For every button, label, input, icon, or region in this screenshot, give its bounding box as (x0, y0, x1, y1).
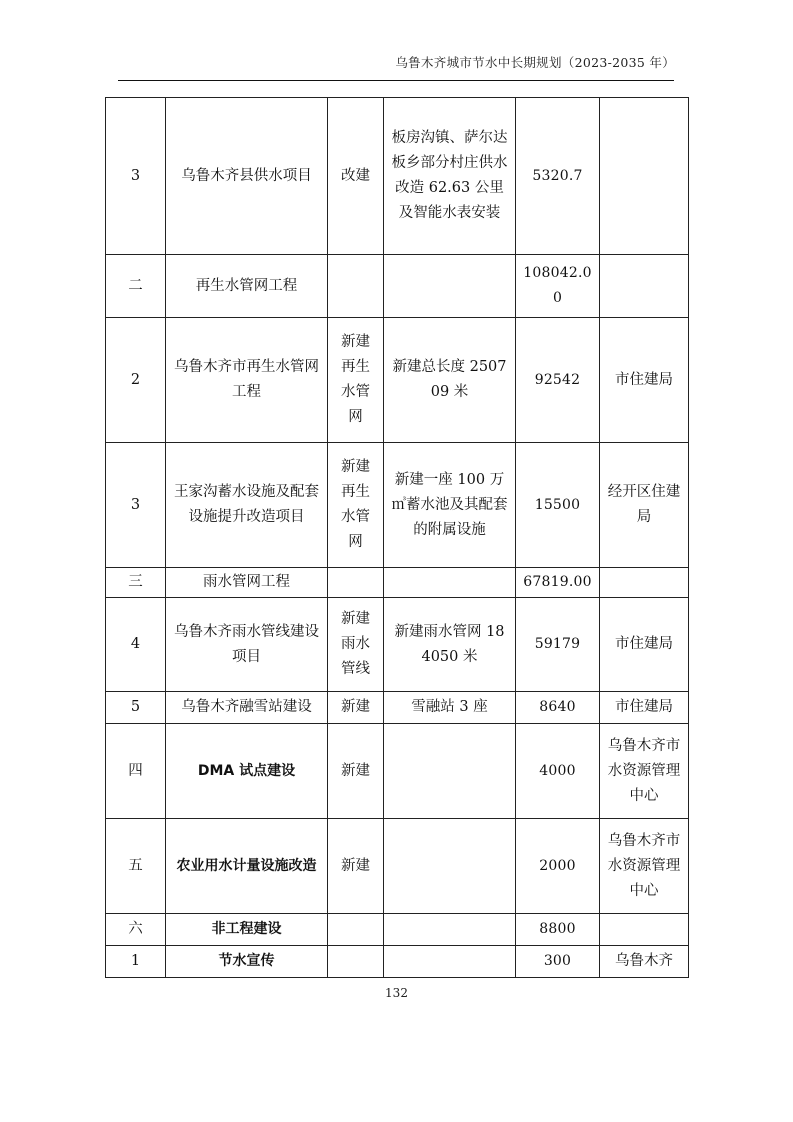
investment-amount: 2000 (516, 819, 600, 914)
construction-type: 新建 (328, 819, 384, 914)
responsible-dept (600, 255, 689, 318)
table-row (106, 318, 689, 443)
investment-amount: 67819.00 (516, 568, 600, 598)
responsible-dept (600, 914, 689, 946)
responsible-dept: 市住建局 (600, 598, 689, 692)
table-row (106, 914, 689, 946)
construction-content: 新建总长度 250709 米 (384, 318, 516, 443)
row-index: 三 (106, 568, 166, 598)
construction-type (328, 568, 384, 598)
page-header-title: 乌鲁木齐城市节水中长期规划（2023-2035 年） (395, 55, 675, 70)
construction-type: 新建 (328, 692, 384, 724)
table-row (106, 98, 689, 255)
project-name: 乌鲁木齐县供水项目 (166, 98, 328, 255)
row-index: 1 (106, 946, 166, 978)
project-name: 王家沟蓄水设施及配套设施提升改造项目 (166, 443, 328, 568)
construction-type: 新建再生水管网 (328, 318, 384, 443)
investment-amount: 4000 (516, 724, 600, 819)
project-name: 节水宣传 (166, 946, 328, 978)
responsible-dept: 乌鲁木齐 (600, 946, 689, 978)
row-index: 六 (106, 914, 166, 946)
project-name: 非工程建设 (166, 914, 328, 946)
table-row (106, 724, 689, 819)
table-row (106, 255, 689, 318)
project-name: 再生水管网工程 (166, 255, 328, 318)
project-name: 乌鲁木齐融雪站建设 (166, 692, 328, 724)
project-name: 乌鲁木齐雨水管线建设项目 (166, 598, 328, 692)
page-number: 132 (385, 986, 408, 1000)
row-index: 3 (106, 98, 166, 255)
investment-amount: 108042.00 (516, 255, 600, 318)
construction-content (384, 819, 516, 914)
row-index: 二 (106, 255, 166, 318)
responsible-dept: 乌鲁木齐市水资源管理中心 (600, 819, 689, 914)
construction-content: 板房沟镇、萨尔达板乡部分村庄供水改造 62.63 公里及智能水表安装 (384, 98, 516, 255)
table-row (106, 598, 689, 692)
construction-type: 新建雨水管线 (328, 598, 384, 692)
row-index: 五 (106, 819, 166, 914)
project-name: DMA 试点建设 (166, 724, 328, 819)
project-table (105, 97, 689, 978)
investment-amount: 5320.7 (516, 98, 600, 255)
investment-amount: 15500 (516, 443, 600, 568)
investment-amount: 8800 (516, 914, 600, 946)
responsible-dept (600, 568, 689, 598)
construction-content: 新建雨水管网 184050 米 (384, 598, 516, 692)
investment-amount: 92542 (516, 318, 600, 443)
construction-type: 改建 (328, 98, 384, 255)
construction-content (384, 946, 516, 978)
row-index: 四 (106, 724, 166, 819)
construction-content (384, 724, 516, 819)
investment-amount: 8640 (516, 692, 600, 724)
header-divider (118, 80, 674, 81)
construction-type (328, 255, 384, 318)
construction-content (384, 255, 516, 318)
table-row (106, 946, 689, 978)
responsible-dept (600, 98, 689, 255)
row-index: 4 (106, 598, 166, 692)
construction-content: 新建一座 100 万㎥蓄水池及其配套的附属设施 (384, 443, 516, 568)
table-row (106, 568, 689, 598)
investment-amount: 300 (516, 946, 600, 978)
table-row (106, 443, 689, 568)
construction-type (328, 946, 384, 978)
construction-content (384, 568, 516, 598)
table-row (106, 819, 689, 914)
project-name: 乌鲁木齐市再生水管网工程 (166, 318, 328, 443)
construction-content: 雪融站 3 座 (384, 692, 516, 724)
responsible-dept: 乌鲁木齐市水资源管理中心 (600, 724, 689, 819)
construction-content (384, 914, 516, 946)
table-row (106, 692, 689, 724)
construction-type (328, 914, 384, 946)
responsible-dept: 市住建局 (600, 692, 689, 724)
row-index: 2 (106, 318, 166, 443)
row-index: 5 (106, 692, 166, 724)
investment-amount: 59179 (516, 598, 600, 692)
responsible-dept: 市住建局 (600, 318, 689, 443)
construction-type: 新建再生水管网 (328, 443, 384, 568)
construction-type: 新建 (328, 724, 384, 819)
responsible-dept: 经开区住建局 (600, 443, 689, 568)
project-name: 农业用水计量设施改造 (166, 819, 328, 914)
project-name: 雨水管网工程 (166, 568, 328, 598)
row-index: 3 (106, 443, 166, 568)
